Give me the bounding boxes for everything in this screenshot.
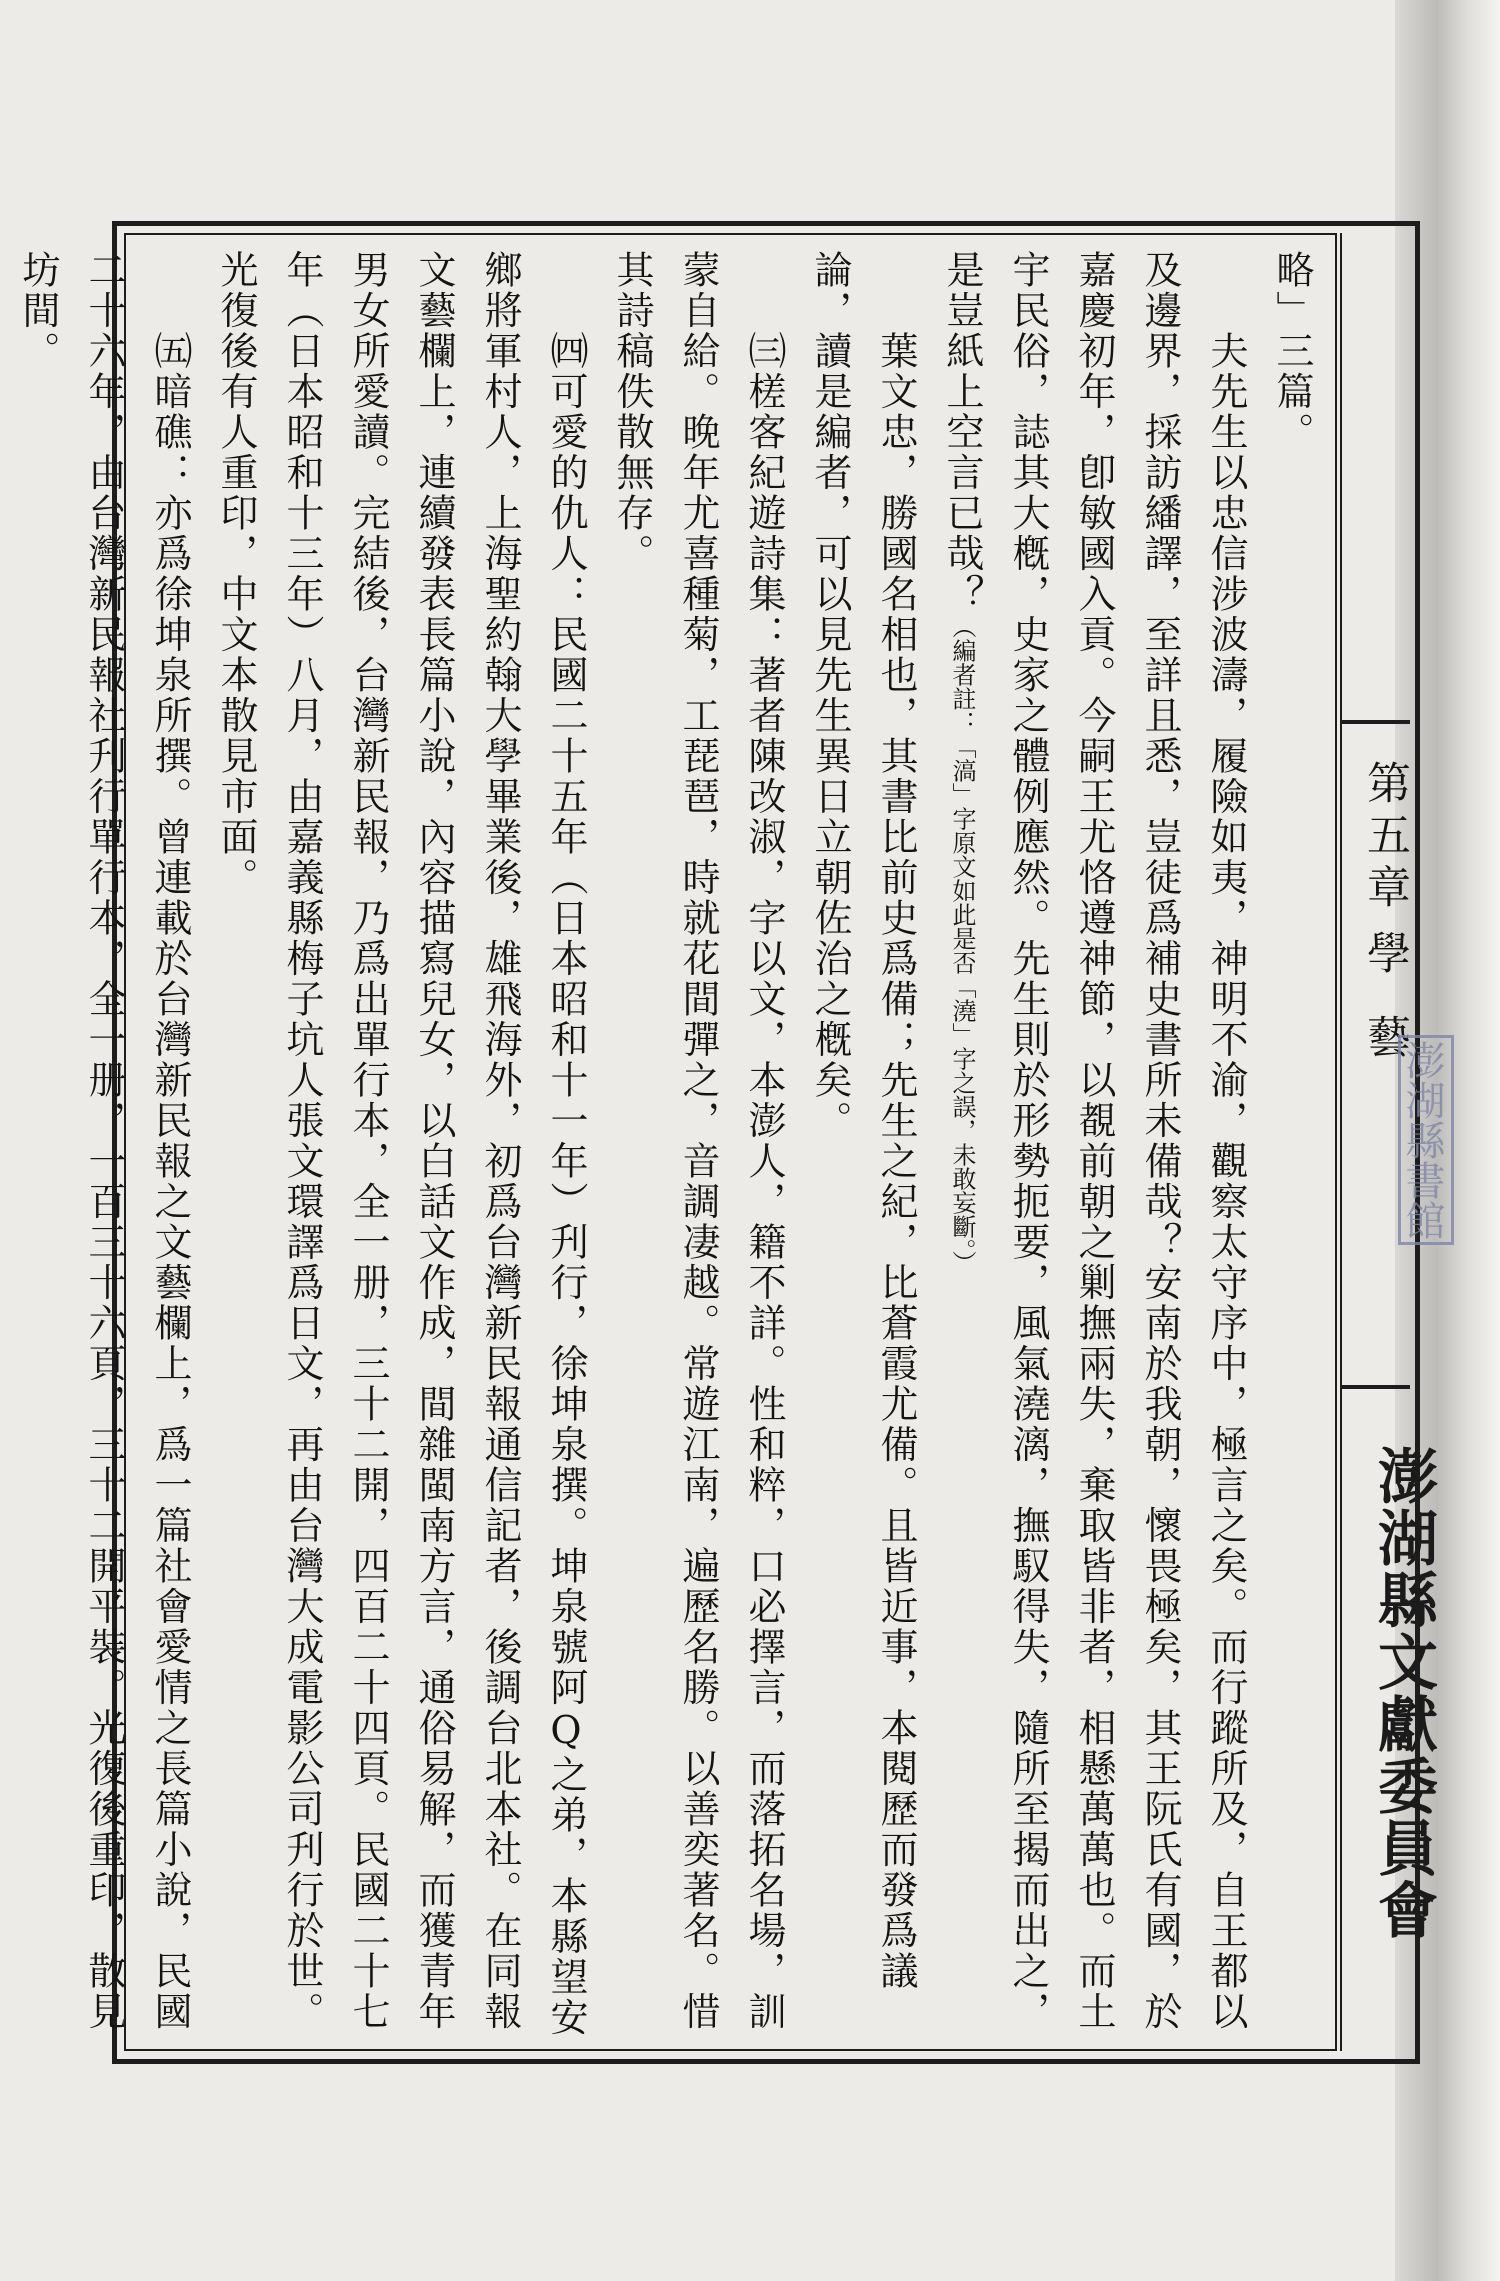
paragraph	[929, 250, 1259, 2040]
chapter-tab-bottom-rule	[1340, 1385, 1410, 1389]
paragraph: 略」三篇。	[1270, 250, 1314, 453]
paragraph: ㈢槎客紀遊詩集：著者陳改淑，字以文，本澎人，籍不詳。性和粹，口必擇言，而落拓名場，訓蒙自給。晚年尤喜種菊，工琵琶，時就花間彈之，音調凄越。常遊江南，遍歷名勝。以善奕著名。惜其詩稿佚散無存。	[610, 250, 786, 2032]
publisher-name: 澎湖縣文獻委員會	[1368, 1445, 1438, 1941]
paragraph: ㈣可愛的仇人：民國二十五年（日本昭和十一年）刋行，徐坤泉撰。坤泉號阿Q之弟，本縣望安鄉將軍村人，上海聖約翰大學畢業後，雄飛海外，初爲台灣新民報通信記者，後調台北本社。在同報文藝欄上，連續發表長篇小說，內容描寫兒女，以白話文作成，間雜閩南方言，通俗易解，而獲青年男女所愛讀。完結後，台灣新民報，乃爲出單行本，全一册，三十二開，四百二十四頁。民國二十七年（日本昭和十三年）八月，由嘉義縣梅子坑人張文環譯爲日文，再由台灣大成電影公司刋行於世。光復後有人重印，中文本散見市面。	[214, 250, 588, 2038]
paragraph-text: 夫先生以忠信涉波濤，履險如夷，神明不渝，觀察太守序中，極言之矣。而行蹤所及，自王都以及邊界，採訪繙譯，至詳且悉，豈徒爲補史書所未備哉？安南於我朝，懷畏極矣，其王阮氏有國，於嘉慶初年，卽敏國入貢。今嗣王尤恪遵神節，以覩前朝之剿撫兩失，棄取皆非者，相懸萬萬也。而土宇民俗，誌其大槪，史家之體例應然。先生則於形勢扼要，風氣澆漓，撫馭得失，隨所至揭而出之，是豈紙上空言已哉？	[940, 250, 1248, 2032]
library-stamp: 澎湖縣書館	[1398, 1035, 1454, 1245]
paragraph: 葉文忠，勝國名相也，其書比前史爲備；先生之紀，比蒼霞尤備。且皆近事，本閱歷而發爲議論，讀是編者，可以見先生異日立朝佐治之槪矣。	[808, 250, 918, 1992]
chapter-title: 學藝	[1359, 930, 1410, 1098]
editor-note: （編者註：「滈」字原文如此是否「澆」字之誤，未敢妄斷。）	[948, 614, 976, 1275]
chapter-number: 第五章	[1359, 760, 1410, 916]
body-text	[16, 250, 1325, 2040]
paragraph: ㈤暗礁：亦爲徐坤泉所撰。曾連載於台灣新民報之文藝欄上，爲一篇社會愛情之長篇小說，民國二十六年，由台灣新民報社刋行單行本，全一册，一百三十六頁，三十二開平裝。光復後重印，散見坊間。	[16, 250, 192, 2032]
chapter-tab-top-rule	[1340, 720, 1410, 724]
header-column-divider	[1340, 233, 1342, 2051]
